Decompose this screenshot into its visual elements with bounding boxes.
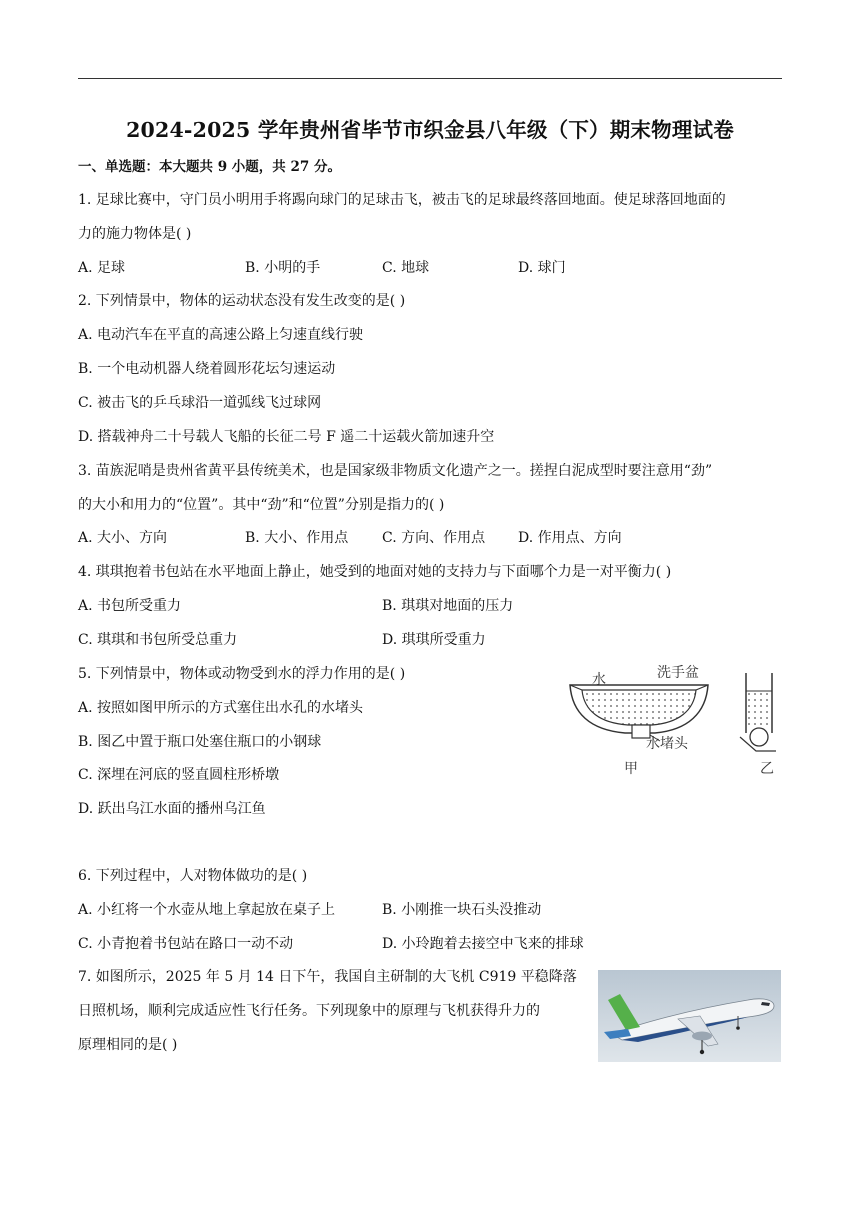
q1-stem-line-2: 力的施力物体是( ) (78, 226, 192, 242)
label-jia: 甲 (624, 761, 638, 777)
q6-option-b: B. 小刚推一块石头没推动 (382, 902, 542, 918)
q5-figure (560, 655, 785, 785)
q5-option-c: C. 深埋在河底的竖直圆柱形桥墩 (78, 767, 280, 783)
q3-option-c: C. 方向、作用点 (382, 530, 486, 546)
q4-option-c: C. 琪琪和书包所受总重力 (78, 632, 238, 648)
q2-option-d: D. 搭载神舟二十号载人飞船的长征二号 F 遥二十运载火箭加速升空 (78, 429, 495, 445)
q6-option-c: C. 小青抱着书包站在路口一动不动 (78, 936, 294, 952)
q3-option-a: A. 大小、方向 (78, 530, 168, 546)
c919-airplane-image (598, 970, 781, 1062)
q2-stem-line-1: 2. 下列情景中，物体的运动状态没有发生改变的是( ) (78, 293, 406, 309)
label-yi: 乙 (760, 761, 774, 777)
q2-option-b: B. 一个电动机器人绕着圆形花坛匀速运动 (78, 361, 336, 377)
q4-option-b: B. 琪琪对地面的压力 (382, 598, 514, 614)
q2-option-a: A. 电动汽车在平直的高速公路上匀速直线行驶 (78, 327, 364, 343)
q1-option-b: B. 小明的手 (245, 260, 321, 276)
q3-option-d: D. 作用点、方向 (518, 530, 622, 546)
q1-option-c: C. 地球 (382, 260, 430, 276)
bottle-diagram (740, 673, 776, 777)
q3-option-b: B. 大小、作用点 (245, 530, 349, 546)
q7-stem-line-2: 日照机场，顺利完成适应性飞行任务。下列现象中的原理与飞机获得升力的 (78, 1003, 540, 1019)
q1-stem-line-1: 1. 足球比赛中，守门员小明用手将踢向球门的足球击飞，被击飞的足球最终落回地面。使足球落回地面的 (78, 192, 726, 208)
steel-ball (750, 728, 768, 746)
q4-option-a: A. 书包所受重力 (78, 598, 182, 614)
q7-stem-line-3: 原理相同的是( ) (78, 1037, 178, 1053)
basin-diagram (570, 665, 708, 777)
page-title: 2024-2025 学年贵州省毕节市织金县八年级（下）期末物理试卷 (126, 118, 734, 142)
label-water: 水 (592, 672, 606, 688)
q5-option-b: B. 图乙中置于瓶口处塞住瓶口的小钢球 (78, 734, 322, 750)
q7-stem-line-1: 7. 如图所示，2025 年 5 月 14 日下午，我国自主研制的大飞机 C919 平稳降落 (78, 969, 577, 985)
section-heading: 一、单选题：本大题共 9 小题，共 27 分。 (78, 159, 341, 175)
q5-option-a: A. 按照如图甲所示的方式塞住出水孔的水堵头 (78, 700, 364, 716)
q6-stem-line-1: 6. 下列过程中，人对物体做功的是( ) (78, 868, 308, 884)
label-plug: 水堵头 (646, 736, 688, 752)
q4-option-d: D. 琪琪所受重力 (382, 632, 486, 648)
label-basin: 洗手盆 (657, 665, 699, 681)
q1-option-a: A. 足球 (78, 260, 126, 276)
header-rule (78, 78, 782, 79)
q3-stem-line-2: 的大小和用力的“位置”。其中“劲”和“位置”分别是指力的( ) (78, 497, 445, 513)
q1-option-d: D. 球门 (518, 260, 566, 276)
q2-option-c: C. 被击飞的乒乓球沿一道弧线飞过球网 (78, 395, 322, 411)
q6-option-a: A. 小红将一个水壶从地上拿起放在桌子上 (78, 902, 336, 918)
q3-stem-line-1: 3. 苗族泥哨是贵州省黄平县传统美术，也是国家级非物质文化遗产之一。搓捏白泥成型时要注意用“劲” (78, 463, 713, 479)
q5-option-d: D. 跃出乌江水面的播州乌江鱼 (78, 801, 266, 817)
q6-option-d: D. 小玲跑着去接空中飞来的排球 (382, 936, 584, 952)
q4-stem-line-1: 4. 琪琪抱着书包站在水平地面上静止，她受到的地面对她的支持力与下面哪个力是一对平衡力( ) (78, 564, 672, 580)
q5-stem-line-1: 5. 下列情景中，物体或动物受到水的浮力作用的是( ) (78, 666, 406, 682)
